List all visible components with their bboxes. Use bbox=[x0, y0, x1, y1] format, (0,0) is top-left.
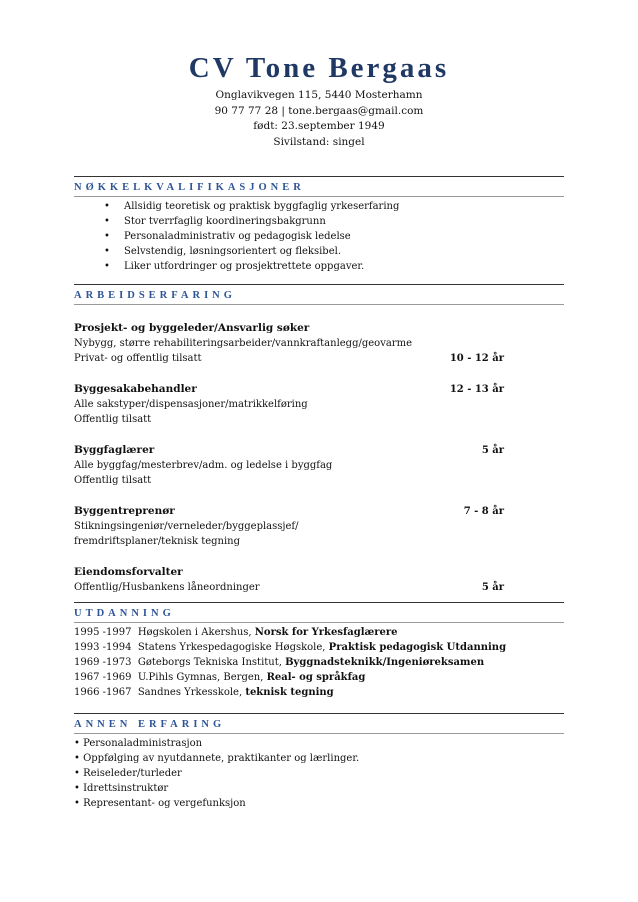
edu-place: Statens Yrkespedagogiske Høgskole, bbox=[137, 642, 329, 653]
job-line: fremdriftsplaner/teknisk tegning bbox=[74, 536, 241, 547]
job-title: Byggfaglærer bbox=[74, 444, 155, 456]
job-title: Prosjekt- og byggeleder/Ansvarlig søker bbox=[74, 322, 310, 334]
education-row bbox=[74, 685, 564, 700]
list-item: • Personaladministrativ og pedagogisk ledelse bbox=[74, 229, 564, 244]
key-qualifications-section bbox=[74, 176, 564, 274]
job-entry bbox=[74, 504, 564, 549]
education-list bbox=[74, 625, 564, 700]
page-title: CV Tone Bergaas bbox=[188, 52, 450, 84]
edu-degree: Praktisk pedagogisk Utdanning bbox=[328, 642, 507, 653]
education-row bbox=[74, 640, 564, 655]
edu-place: U.Pihls Gymnas, Bergen, bbox=[137, 672, 267, 683]
job-line: Offentlig tilsatt bbox=[74, 475, 152, 486]
job-years: 12 - 13 år bbox=[449, 384, 504, 395]
education-section bbox=[74, 602, 564, 700]
job-title: Eiendomsforvalter bbox=[74, 566, 183, 578]
job-line: Privat- og offentlig tilsatt bbox=[74, 353, 202, 364]
edu-place: Gøteborgs Tekniska Institut, bbox=[137, 657, 286, 668]
job-years: 10 - 12 år bbox=[449, 353, 504, 364]
list-item: • Selvstendig, løsningsorientert og fleksibel. bbox=[74, 244, 564, 259]
job-years: 7 - 8 år bbox=[463, 506, 504, 517]
address: Onglavikvegen 115, 5440 Mosterhamn bbox=[215, 89, 423, 101]
list-item: • Idrettsinstruktør bbox=[74, 783, 169, 794]
other-experience-list bbox=[74, 736, 564, 811]
birth-date: født: 23.september 1949 bbox=[253, 120, 385, 132]
list-item: • Personaladministrasjon bbox=[74, 738, 203, 749]
edu-degree: Real- og språkfag bbox=[266, 672, 366, 683]
job-years: 5 år bbox=[481, 582, 504, 593]
job-line: Alle sakstyper/dispensasjoner/matrikkelføring bbox=[74, 399, 308, 410]
job-line: Nybygg, større rehabiliteringsarbeider/vannkraftanlegg/geovarme bbox=[74, 338, 412, 349]
work-experience-section bbox=[74, 284, 564, 595]
edu-place: Sandnes Yrkesskole, bbox=[137, 687, 246, 698]
job-line: Offentlig tilsatt bbox=[74, 414, 152, 425]
section-heading: ARBEIDSERFARING bbox=[74, 284, 564, 305]
job-entry bbox=[74, 565, 564, 595]
other-experience-section bbox=[74, 713, 564, 811]
contact-block bbox=[0, 88, 638, 150]
job-entry bbox=[74, 443, 564, 488]
list-item: • Liker utfordringer og prosjektrettete oppgaver. bbox=[74, 259, 564, 274]
education-row bbox=[74, 655, 564, 670]
job-line: Stikningsingeniør/verneleder/byggeplassjef/ bbox=[74, 521, 299, 532]
edu-degree: Byggnadsteknikk/Ingeniøreksamen bbox=[285, 657, 485, 668]
list-item: • Oppfølging av nyutdannete, praktikanter og lærlinger. bbox=[74, 753, 360, 764]
edu-years: 1993 -1994 bbox=[74, 642, 132, 653]
civil-status: Sivilstand: singel bbox=[273, 135, 365, 148]
job-years: 5 år bbox=[481, 445, 504, 456]
edu-degree: teknisk tegning bbox=[245, 687, 334, 698]
job-years bbox=[504, 565, 564, 580]
edu-years: 1967 -1969 bbox=[74, 672, 132, 683]
key-qualifications-list bbox=[74, 199, 564, 274]
job-title: Byggentreprenør bbox=[74, 505, 175, 517]
list-item: • Allsidig teoretisk og praktisk byggfaglig yrkeserfaring bbox=[74, 199, 564, 214]
job-years bbox=[504, 321, 564, 336]
edu-place: Høgskolen i Akershus, bbox=[137, 627, 255, 638]
edu-years: 1966 -1967 bbox=[74, 687, 132, 698]
edu-years: 1995 -1997 bbox=[74, 627, 132, 638]
list-item: • Stor tverrfaglig koordineringsbakgrunn bbox=[74, 214, 564, 229]
section-heading: ANNEN ERFARING bbox=[74, 713, 564, 734]
job-line: Alle byggfag/mesterbrev/adm. og ledelse i byggfag bbox=[74, 460, 333, 471]
list-item: • Representant- og vergefunksjon bbox=[74, 798, 246, 809]
edu-degree: Norsk for Yrkesfaglærere bbox=[254, 627, 398, 638]
edu-years: 1969 -1973 bbox=[74, 657, 132, 668]
job-entry bbox=[74, 382, 564, 427]
section-heading: NØKKELKVALIFIKASJONER bbox=[74, 176, 564, 197]
education-row bbox=[74, 625, 564, 640]
job-title: Byggesakabehandler bbox=[74, 383, 197, 395]
phone-email: 90 77 77 28 | tone.bergaas@gmail.com bbox=[214, 104, 424, 117]
education-row bbox=[74, 670, 564, 685]
job-entry bbox=[74, 321, 564, 366]
list-item: • Reiseleder/turleder bbox=[74, 768, 182, 779]
section-heading: UTDANNING bbox=[74, 602, 564, 623]
job-line: Offentlig/Husbankens låneordninger bbox=[74, 582, 260, 593]
